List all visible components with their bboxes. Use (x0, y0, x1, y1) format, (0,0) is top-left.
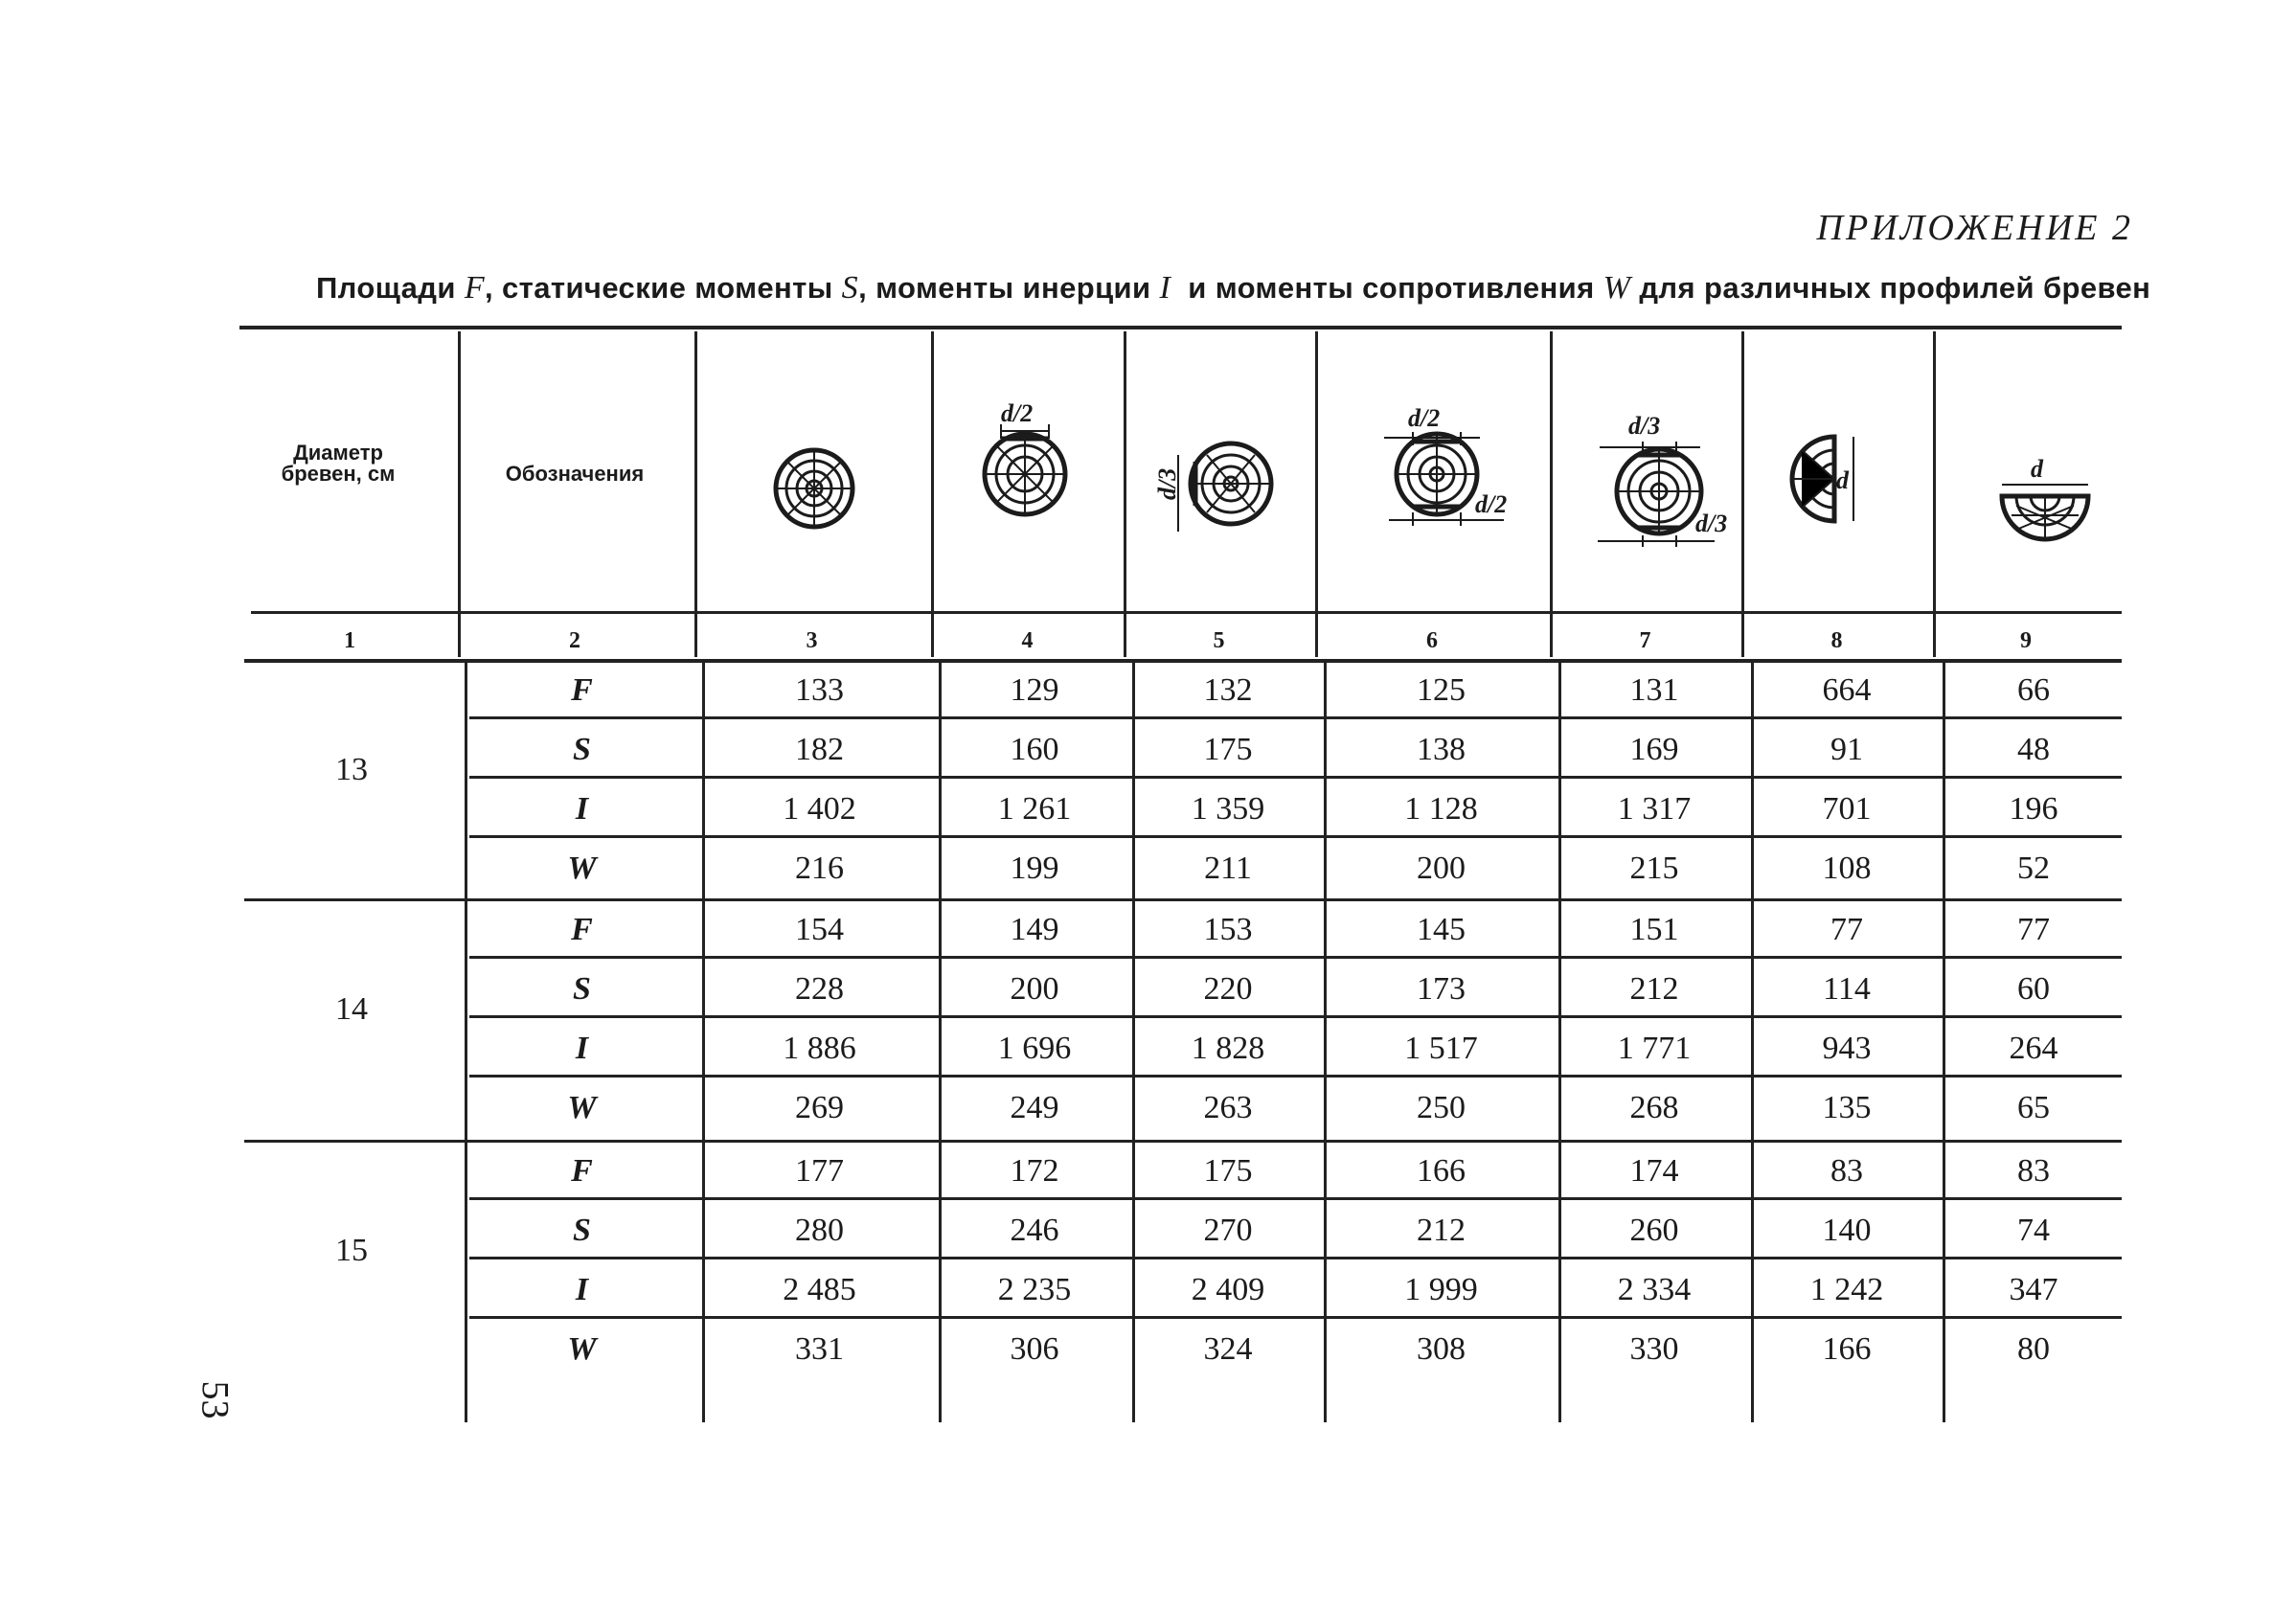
table-cell: 212 (1417, 1213, 1466, 1248)
table-cell: 2 485 (783, 1272, 856, 1307)
table-cell: 66 (2017, 672, 2050, 708)
column-rule (694, 331, 697, 657)
column-number: 1 (344, 628, 355, 653)
mark-d3-side: d/3 (1695, 510, 1728, 537)
column-number: 4 (1021, 628, 1034, 653)
caption-part: , моменты инерции (858, 271, 1151, 305)
caption-part: , статические моменты (485, 271, 833, 305)
rule-colnums-bottom (244, 659, 2122, 663)
table-cell: 135 (1822, 1090, 1872, 1125)
caption-symbol-w: W (1603, 270, 1631, 306)
table-cell: 48 (2017, 732, 2050, 767)
column-rule (458, 331, 461, 657)
table-cell: 108 (1822, 851, 1872, 886)
table-cell: 212 (1629, 971, 1679, 1007)
table-cell: 52 (2017, 851, 2050, 886)
column-number: 6 (1426, 628, 1438, 653)
half-log-vertical-profile-icon (1777, 431, 1882, 527)
diameter-value: 13 (335, 752, 368, 787)
table-cell: 74 (2017, 1213, 2050, 1248)
column-number: 2 (569, 628, 580, 653)
table-cell: 1 999 (1404, 1272, 1478, 1307)
table-cell: 151 (1629, 912, 1679, 947)
designation-symbol: S (573, 732, 591, 767)
designation-symbol: F (571, 1153, 593, 1189)
table-cell: 943 (1822, 1031, 1872, 1066)
table-cell: 1 242 (1809, 1272, 1884, 1307)
table-cell: 149 (1010, 912, 1059, 947)
caption-part: для различных профилей бревен (1639, 271, 2151, 305)
table-cell: 154 (795, 912, 844, 947)
column-number: 5 (1213, 628, 1225, 653)
table-cell: 200 (1010, 971, 1059, 1007)
table-cell: 91 (1830, 732, 1863, 767)
appendix-label: ПРИЛОЖЕНИЕ 2 (1816, 208, 2133, 248)
designation-symbol: W (567, 1331, 597, 1367)
column-number: 9 (2020, 628, 2032, 653)
table-cell: 308 (1417, 1331, 1466, 1367)
table-cell: 347 (2009, 1272, 2058, 1307)
table-cell: 1 261 (997, 791, 1072, 827)
table-cell: 215 (1629, 851, 1679, 886)
table-cell: 129 (1010, 672, 1059, 708)
table-cell: 1 317 (1617, 791, 1692, 827)
mark-d2: d/2 (1001, 399, 1034, 427)
row-rule (469, 1257, 2122, 1259)
table-cell: 175 (1203, 1153, 1253, 1189)
group-rule (244, 898, 2122, 901)
column-rule (1124, 331, 1126, 657)
diameter-value: 15 (335, 1233, 368, 1268)
table-cell: 1 696 (997, 1031, 1072, 1066)
table-cell: 306 (1010, 1331, 1059, 1367)
rule-header-bottom (251, 611, 2122, 614)
table-cell: 268 (1629, 1090, 1679, 1125)
table-cell: 263 (1203, 1090, 1253, 1125)
table-cell: 246 (1010, 1213, 1059, 1248)
column-rule (1933, 331, 1936, 657)
table-cell: 1 517 (1404, 1031, 1478, 1066)
table-cell: 2 409 (1191, 1272, 1265, 1307)
designation-symbol: W (567, 851, 597, 886)
table-cell: 177 (795, 1153, 844, 1189)
table-cell: 166 (1417, 1153, 1466, 1189)
designation-symbol: W (567, 1090, 597, 1125)
caption-part: Площади (316, 271, 456, 305)
table-cell: 83 (1830, 1153, 1863, 1189)
designation-symbol: S (573, 971, 591, 1007)
table-cell: 140 (1822, 1213, 1872, 1248)
table-cell: 133 (795, 672, 844, 708)
table-cell: 145 (1417, 912, 1466, 947)
row-rule (469, 956, 2122, 959)
mark-d2-top: d/2 (1408, 404, 1441, 432)
page-number: 53 (193, 1380, 238, 1419)
row-rule (469, 776, 2122, 779)
table-cell: 65 (2017, 1090, 2050, 1125)
table-cell: 1 886 (783, 1031, 856, 1066)
table-cell: 182 (795, 732, 844, 767)
caption-symbol-f: F (464, 270, 485, 306)
table-cell: 2 334 (1617, 1272, 1692, 1307)
row-rule (469, 716, 2122, 719)
column-rule (1315, 331, 1318, 657)
mark-d-vertical: d (1836, 466, 1849, 494)
table-cell: 250 (1417, 1090, 1466, 1125)
caption-symbol-i: I (1159, 270, 1171, 306)
table-cell: 264 (2009, 1031, 2058, 1066)
column-number: 8 (1830, 628, 1843, 653)
designation-symbol: F (571, 672, 593, 708)
caption-symbol-s: S (841, 270, 859, 306)
table-cell: 216 (795, 851, 844, 886)
rule-top (239, 326, 2122, 329)
designation-symbol: F (571, 912, 593, 947)
table-cell: 260 (1629, 1213, 1679, 1248)
diameter-header: Диаметр бревен, см (281, 441, 396, 486)
side-hewn-profile-icon (1149, 412, 1284, 546)
table-cell: 60 (2017, 971, 2050, 1007)
table-cell: 172 (1010, 1153, 1059, 1189)
column-rule (1741, 331, 1744, 657)
table-cell: 77 (2017, 912, 2050, 947)
diameter-value: 14 (335, 991, 368, 1027)
table-cell: 1 359 (1191, 791, 1265, 827)
table-cell: 2 235 (997, 1272, 1072, 1307)
table-cell: 664 (1822, 672, 1872, 708)
table-cell: 701 (1822, 791, 1872, 827)
table-cell: 114 (1823, 971, 1871, 1007)
row-rule (469, 1316, 2122, 1319)
half-log-horizontal-profile-icon (1992, 448, 2107, 554)
row-rule (469, 1075, 2122, 1078)
table-cell: 270 (1203, 1213, 1253, 1248)
row-rule (469, 835, 2122, 838)
designation-symbol: S (573, 1213, 591, 1248)
mark-d3: d/3 (1153, 467, 1181, 500)
table-cell: 330 (1629, 1331, 1679, 1367)
row-rule (469, 1197, 2122, 1200)
mark-d-horizontal: d (2031, 455, 2043, 483)
table-cell: 169 (1629, 732, 1679, 767)
table-caption (316, 270, 2151, 306)
table-cell: 173 (1417, 971, 1466, 1007)
table-cell: 211 (1204, 851, 1252, 886)
table-cell: 199 (1010, 851, 1059, 886)
designation-symbol: I (575, 1031, 589, 1066)
table-cell: 131 (1629, 672, 1679, 708)
table-cell: 324 (1203, 1331, 1253, 1367)
table-cell: 1 828 (1191, 1031, 1265, 1066)
column-number: 3 (806, 628, 818, 653)
table-cell: 83 (2017, 1153, 2050, 1189)
two-side-hewn-d2-profile-icon (1370, 397, 1533, 541)
group-rule (244, 1140, 2122, 1143)
mark-d2-side: d/2 (1475, 490, 1508, 518)
table-cell: 175 (1203, 732, 1253, 767)
table-cell: 200 (1417, 851, 1466, 886)
full-log-profile-icon (766, 441, 862, 536)
table-cell: 1 402 (783, 791, 856, 827)
caption-part: и моменты сопротивления (1188, 271, 1595, 305)
table-cell: 1 128 (1404, 791, 1478, 827)
table-cell: 77 (1830, 912, 1863, 947)
table-cell: 80 (2017, 1331, 2050, 1367)
table-cell: 132 (1203, 672, 1253, 708)
table-cell: 125 (1417, 672, 1466, 708)
table-cell: 153 (1203, 912, 1253, 947)
column-rule (1550, 331, 1553, 657)
designation-symbol: I (575, 1272, 589, 1307)
two-side-hewn-d3-profile-icon (1590, 407, 1753, 551)
row-rule (469, 1015, 2122, 1018)
table-cell: 220 (1203, 971, 1253, 1007)
designation-symbol: I (575, 791, 589, 827)
table-cell: 249 (1010, 1090, 1059, 1125)
table-cell: 174 (1629, 1153, 1679, 1189)
designation-header: Обозначения (505, 462, 645, 486)
table-cell: 280 (795, 1213, 844, 1248)
table-cell: 228 (795, 971, 844, 1007)
table-cell: 160 (1010, 732, 1059, 767)
column-number: 7 (1639, 628, 1651, 653)
table-cell: 166 (1822, 1331, 1872, 1367)
table-cell: 269 (795, 1090, 844, 1125)
column-rule (931, 331, 934, 657)
table-cell: 138 (1417, 732, 1466, 767)
one-side-hewn-profile-icon (967, 393, 1082, 527)
table-cell: 331 (795, 1331, 844, 1367)
table-cell: 1 771 (1617, 1031, 1692, 1066)
table-cell: 196 (2009, 791, 2058, 827)
mark-d3-top: d/3 (1628, 412, 1661, 440)
